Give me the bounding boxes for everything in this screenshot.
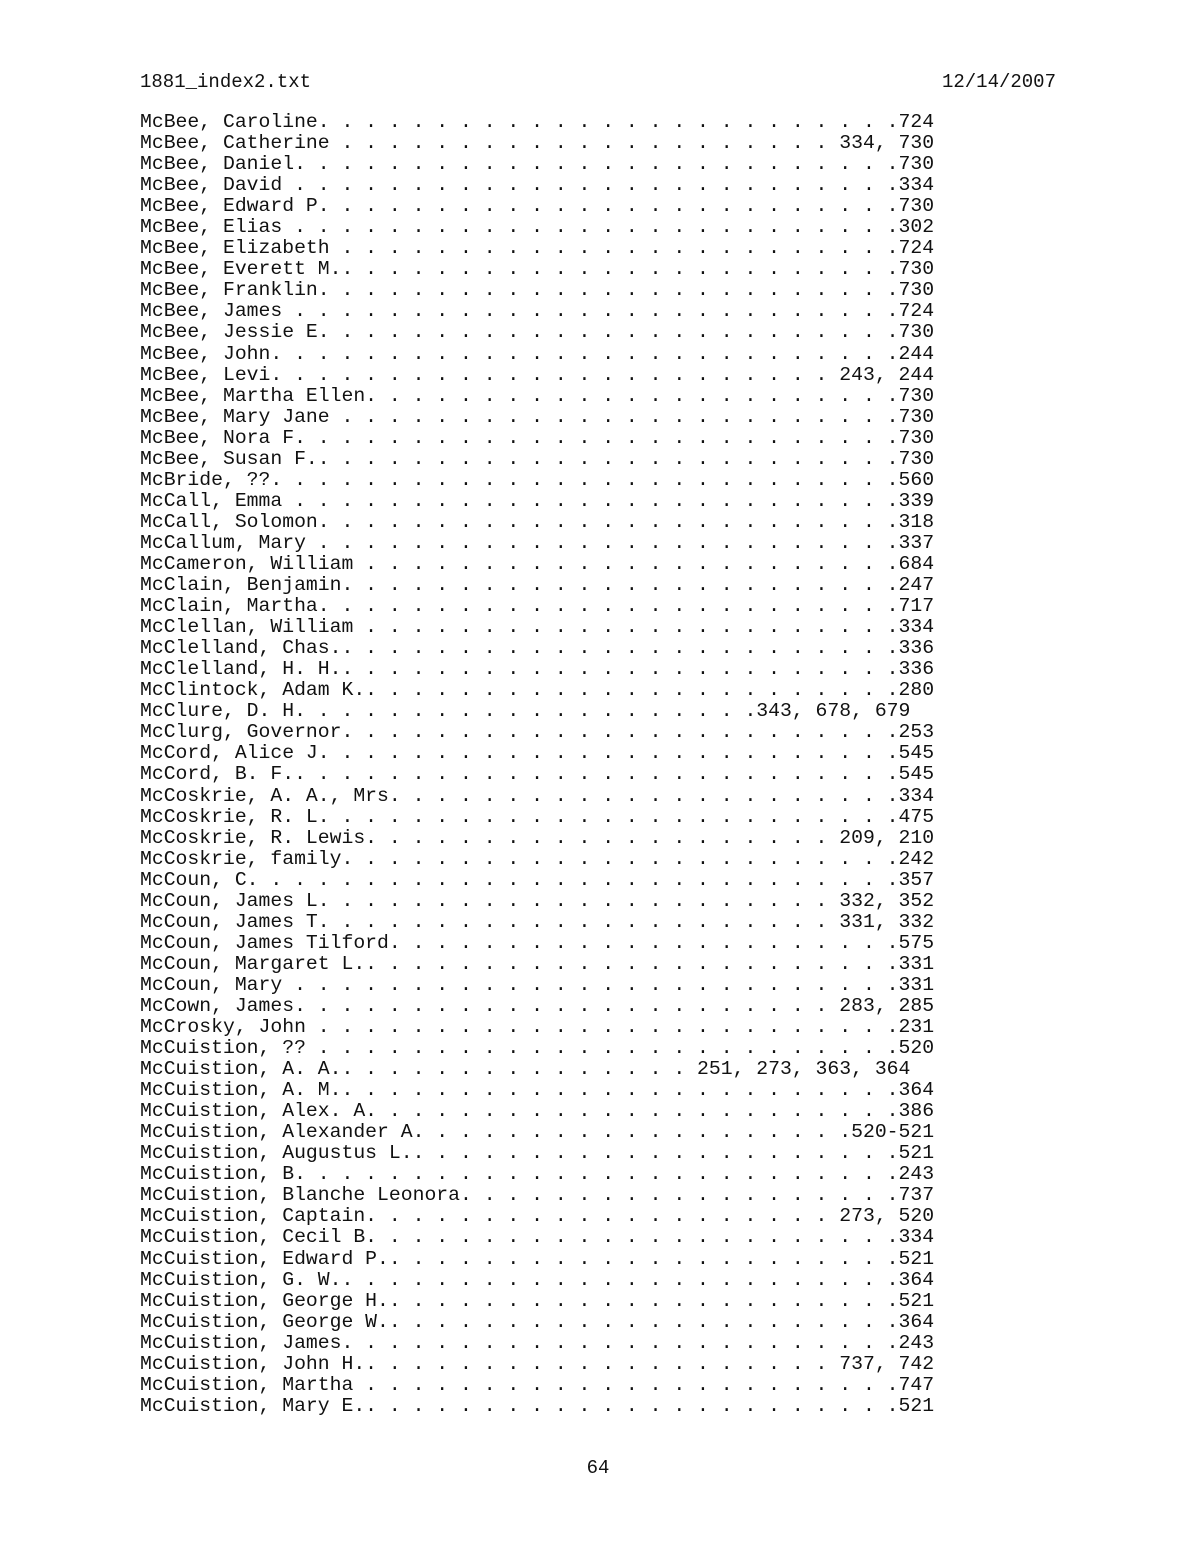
index-entry: McCuistion, ?? . . . . . . . . . . . . . . . . . . . . . . . . .520 — [140, 1037, 935, 1060]
index-entry: McBee, Franklin. . . . . . . . . . . . . . . . . . . . . . . . .730 — [140, 279, 935, 302]
index-entry: McCuistion, Cecil B. . . . . . . . . . . . . . . . . . . . . . .334 — [140, 1226, 935, 1249]
index-entry: McBee, John. . . . . . . . . . . . . . . . . . . . . . . . . . .244 — [140, 342, 935, 365]
index-entry: McBee, Mary Jane . . . . . . . . . . . . . . . . . . . . . . . .730 — [140, 405, 935, 428]
index-entry: McCown, James. . . . . . . . . . . . . . . . . . . . . . . 283, 285 — [140, 994, 935, 1017]
index-entry: McCuistion, Edward P.. . . . . . . . . . . . . . . . . . . . . .521 — [140, 1247, 935, 1270]
index-entry: McCoun, Margaret L.. . . . . . . . . . . . . . . . . . . . . . .331 — [140, 952, 935, 975]
index-entry: McCuistion, Augustus L.. . . . . . . . . . . . . . . . . . . . .521 — [140, 1142, 935, 1165]
index-entry: McCuistion, A. M.. . . . . . . . . . . . . . . . . . . . . . . .364 — [140, 1079, 935, 1102]
index-entry: McCoskrie, R. Lewis. . . . . . . . . . . . . . . . . . . . 209, 210 — [140, 826, 935, 849]
index-entry: McCoskrie, R. L. . . . . . . . . . . . . . . . . . . . . . . . .475 — [140, 805, 935, 828]
index-entry: McCameron, William . . . . . . . . . . . . . . . . . . . . . . .684 — [140, 552, 935, 575]
index-entry: McClellan, William . . . . . . . . . . . . . . . . . . . . . . .334 — [140, 616, 935, 639]
index-entry: McClain, Benjamin. . . . . . . . . . . . . . . . . . . . . . . .247 — [140, 574, 935, 597]
index-entry: McCuistion, B. . . . . . . . . . . . . . . . . . . . . . . . . .243 — [140, 1163, 935, 1186]
index-entry: McCrosky, John . . . . . . . . . . . . . . . . . . . . . . . . .231 — [140, 1016, 935, 1039]
index-entry: McBee, Levi. . . . . . . . . . . . . . . . . . . . . . . . 243, 244 — [140, 363, 935, 386]
index-entry: McBee, Edward P. . . . . . . . . . . . . . . . . . . . . . . . .730 — [140, 195, 935, 218]
name-index-list — [140, 112, 934, 1417]
index-entry: McCallum, Mary . . . . . . . . . . . . . . . . . . . . . . . . .337 — [140, 531, 935, 554]
index-entry: McCoskrie, A. A., Mrs. . . . . . . . . . . . . . . . . . . . . .334 — [140, 784, 935, 807]
index-entry: McBee, Nora F. . . . . . . . . . . . . . . . . . . . . . . . . .730 — [140, 426, 935, 449]
index-entry: McClurg, Governor. . . . . . . . . . . . . . . . . . . . . . . .253 — [140, 721, 935, 744]
index-entry: McCord, Alice J. . . . . . . . . . . . . . . . . . . . . . . . .545 — [140, 742, 935, 765]
index-entry: McCuistion, James. . . . . . . . . . . . . . . . . . . . . . . .243 — [140, 1331, 935, 1354]
index-entry: McBee, James . . . . . . . . . . . . . . . . . . . . . . . . . .724 — [140, 300, 935, 323]
index-entry: McBee, David . . . . . . . . . . . . . . . . . . . . . . . . . .334 — [140, 174, 935, 197]
index-entry: McBee, Susan F.. . . . . . . . . . . . . . . . . . . . . . . . .730 — [140, 447, 935, 470]
index-entry: McBee, Daniel. . . . . . . . . . . . . . . . . . . . . . . . . .730 — [140, 153, 935, 176]
index-entry: McBee, Jessie E. . . . . . . . . . . . . . . . . . . . . . . . .730 — [140, 321, 935, 344]
index-entry: McCuistion, George H.. . . . . . . . . . . . . . . . . . . . . .521 — [140, 1289, 935, 1312]
index-entry: McCuistion, Alexander A. . . . . . . . . . . . . . . . . . .520-521 — [140, 1121, 935, 1144]
index-entry: McCoun, James Tilford. . . . . . . . . . . . . . . . . . . . . .575 — [140, 931, 935, 954]
index-entry: McCuistion, Martha . . . . . . . . . . . . . . . . . . . . . . .747 — [140, 1373, 935, 1396]
index-entry: McClelland, H. H.. . . . . . . . . . . . . . . . . . . . . . . .336 — [140, 658, 935, 681]
index-entry: McClintock, Adam K.. . . . . . . . . . . . . . . . . . . . . . .280 — [140, 679, 935, 702]
index-entry: McCoskrie, family. . . . . . . . . . . . . . . . . . . . . . . .242 — [140, 847, 935, 870]
index-entry: McCuistion, A. A.. . . . . . . . . . . . . . . 251, 273, 363, 364 — [140, 1058, 911, 1081]
index-entry: McBee, Elias . . . . . . . . . . . . . . . . . . . . . . . . . .302 — [140, 216, 935, 239]
index-entry: McCoun, James L. . . . . . . . . . . . . . . . . . . . . . 332, 352 — [140, 889, 935, 912]
index-entry: McCall, Solomon. . . . . . . . . . . . . . . . . . . . . . . . .318 — [140, 510, 935, 533]
index-entry: McBride, ??. . . . . . . . . . . . . . . . . . . . . . . . . . .560 — [140, 468, 935, 491]
index-entry: McBee, Caroline. . . . . . . . . . . . . . . . . . . . . . . . .724 — [140, 111, 935, 133]
index-entry: McCuistion, George W.. . . . . . . . . . . . . . . . . . . . . .364 — [140, 1310, 935, 1333]
index-entry: McCall, Emma . . . . . . . . . . . . . . . . . . . . . . . . . .339 — [140, 489, 935, 512]
index-entry: McBee, Elizabeth . . . . . . . . . . . . . . . . . . . . . . . .724 — [140, 237, 935, 260]
print-date: 12/14/2007 — [941, 71, 1056, 93]
index-entry: McClain, Martha. . . . . . . . . . . . . . . . . . . . . . . . .717 — [140, 595, 935, 618]
index-entry: McCuistion, John H.. . . . . . . . . . . . . . . . . . . . 737, 742 — [140, 1352, 935, 1375]
index-entry: McBee, Everett M.. . . . . . . . . . . . . . . . . . . . . . . .730 — [140, 258, 935, 281]
index-entry: McClelland, Chas.. . . . . . . . . . . . . . . . . . . . . . . .336 — [140, 637, 935, 660]
index-entry: McCuistion, Blanche Leonora. . . . . . . . . . . . . . . . . . .737 — [140, 1184, 935, 1207]
index-entry: McCoun, James T. . . . . . . . . . . . . . . . . . . . . . 331, 332 — [140, 910, 935, 933]
index-entry: McClure, D. H. . . . . . . . . . . . . . . . . . . .343, 678, 679 — [140, 700, 911, 723]
file-name: 1881_index2.txt — [140, 71, 312, 93]
index-entry: McCuistion, Mary E.. . . . . . . . . . . . . . . . . . . . . . .521 — [140, 1394, 935, 1417]
index-entry: McCuistion, Alex. A. . . . . . . . . . . . . . . . . . . . . . .386 — [140, 1100, 935, 1123]
index-entry: McCoun, Mary . . . . . . . . . . . . . . . . . . . . . . . . . .331 — [140, 973, 935, 996]
index-entry: McBee, Catherine . . . . . . . . . . . . . . . . . . . . . 334, 730 — [140, 132, 935, 155]
index-entry: McCuistion, Captain. . . . . . . . . . . . . . . . . . . . 273, 520 — [140, 1205, 935, 1228]
index-entry: McBee, Martha Ellen. . . . . . . . . . . . . . . . . . . . . . .730 — [140, 384, 935, 407]
index-entry: McCord, B. F.. . . . . . . . . . . . . . . . . . . . . . . . . .545 — [140, 763, 935, 786]
page-number: 64 — [586, 1457, 610, 1479]
page-header — [140, 70, 1056, 94]
index-entry: McCoun, C. . . . . . . . . . . . . . . . . . . . . . . . . . . .357 — [140, 868, 935, 891]
index-entry: McCuistion, G. W.. . . . . . . . . . . . . . . . . . . . . . . .364 — [140, 1268, 935, 1291]
